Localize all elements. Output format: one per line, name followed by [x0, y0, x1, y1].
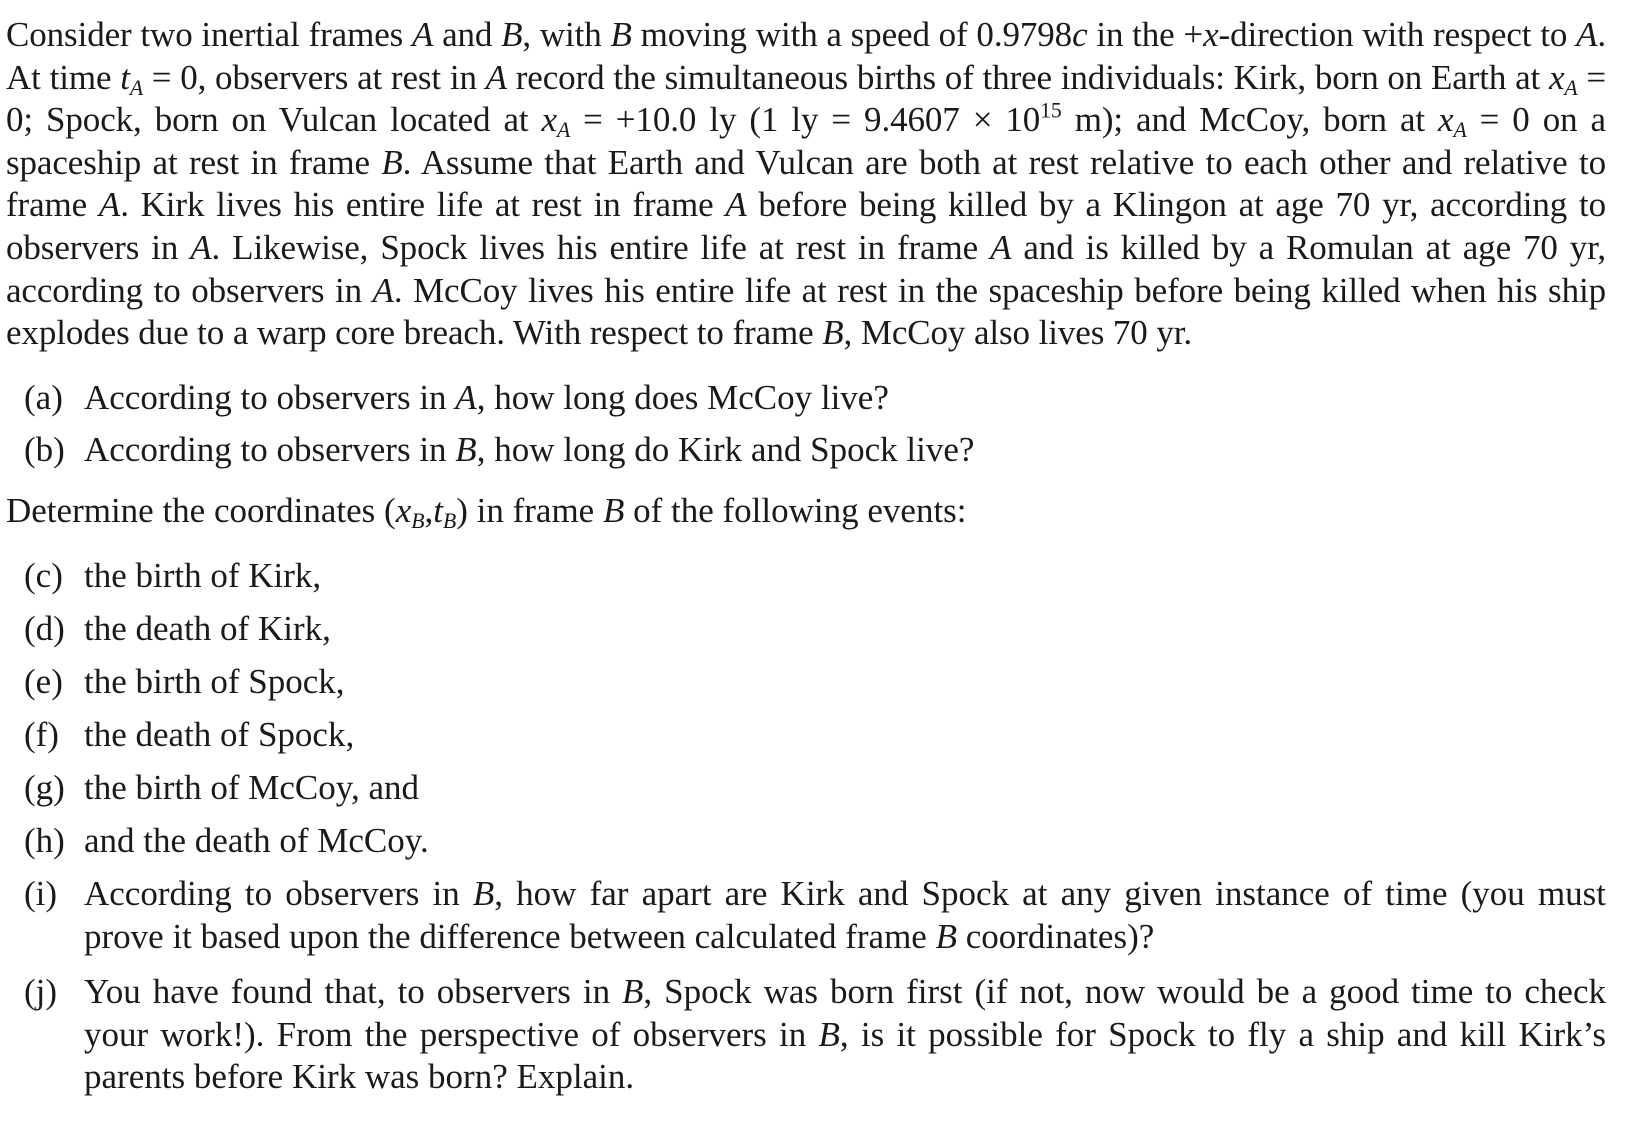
question-text: According to observers in A, how long does McCoy live? [84, 377, 889, 417]
question-a [6, 377, 1606, 420]
questions-ch-list [6, 555, 1606, 863]
question-text: and the death of McCoy. [84, 821, 429, 860]
question-label: (i) [24, 874, 58, 914]
problem-intro: Consider two inertial frames A and B, with B moving with a speed of 0.9798c in the +x-direction with respect to A. At time $t_A = 0$, observers at rest in A record the simultaneous births of three individuals: Kirk, born on Earth at $x_A = 0$; Spock, born on Vulcan located at $x_A = +10.0$ ly (1 ly = $9.4607 \times 10^{15}$ m); and McCoy, born at $x_A = 0$ on a spaceship at rest in frame B. Assume that Earth and Vulcan are both at rest relative to each other and relative to frame A. Kirk lives his entire life at rest in frame A before being killed by a Klingon at age 70 yr, according to observers in A. Likewise, Spock lives his entire life at rest in frame A and is killed by a Romulan at age 70 yr, according to observers in A. McCoy lives his entire life at rest in the spaceship before being killed when his ship explodes due to a warp core breach. With respect to frame B, McCoy also lives 70 yr. [6, 15, 1607, 353]
question-i [6, 873, 1606, 958]
question-label: (g) [24, 767, 65, 807]
question-label: (h) [24, 821, 65, 860]
questions-ab-list [6, 377, 1606, 472]
question-text: According to observers in B, how long do Kirk and Spock live? [84, 430, 975, 470]
question-b [6, 429, 1606, 472]
question-label: (j) [24, 972, 58, 1012]
question-text: the birth of McCoy, and [84, 767, 420, 807]
question-label: (c) [24, 555, 63, 595]
problem-document [6, 0, 1606, 1112]
question-j [6, 971, 1606, 1099]
question-label: (a) [24, 377, 63, 417]
questions-ij-list [6, 873, 1606, 1099]
question-c [6, 555, 1606, 598]
question-h [6, 820, 1606, 863]
question-label: (b) [24, 430, 65, 470]
question-label: (e) [24, 661, 63, 701]
question-label: (f) [24, 714, 59, 754]
question-text: the birth of Kirk, [84, 555, 322, 595]
question-label: (d) [24, 608, 65, 648]
question-text: the death of Spock, [84, 714, 355, 754]
question-text: the birth of Spock, [84, 661, 345, 701]
question-text: According to observers in B, how far apart are Kirk and Spock at any given instance of time (you must prove it based upon the difference between calculated frame B coordinates)? [84, 874, 1607, 956]
question-text: You have found that, to observers in B, Spock was born first (if not, now would be a good time to check your work!). From the perspective of observers in B, is it possible for Spock to fly a ship and kill Kirk’s parents before Kirk was born? Explain. [84, 972, 1606, 1097]
question-g [6, 767, 1606, 810]
question-text: the death of Kirk, [84, 608, 331, 648]
question-f [6, 714, 1606, 757]
question-d [6, 608, 1606, 651]
question-e [6, 661, 1606, 704]
coordinates-prompt: Determine the coordinates $(x_B,t_B)$ in frame B of the following events: [6, 490, 967, 533]
